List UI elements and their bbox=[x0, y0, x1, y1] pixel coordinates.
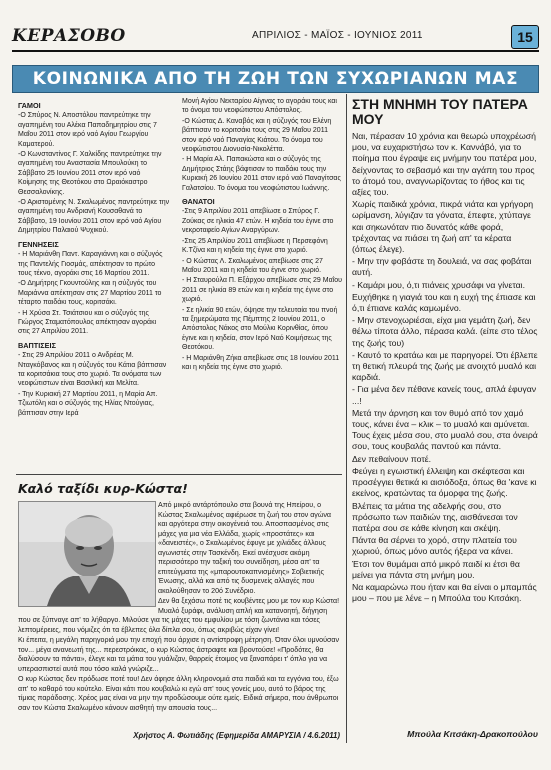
memorial-paragraph: Βλέπεις τα μάτια της αδελφής σου, στο πρόσωπο των παιδιών της, αισθάνεσαι τον πατέρα σου σε κάθε κίνηση και σκέψη. bbox=[352, 500, 518, 533]
memorial-paragraph: Ευχήθηκε η γιαγιά του και η ευχή της έπιασε και ό,τι έπιανε καλάς καμωμένο. bbox=[352, 291, 536, 314]
article-paragraph: Κι έπειτα, η μεγάλη παρηγοριά μου την εποχή που άρχισε η αντίστροφη μέτρηση. Όταν όλοι υμνούσαν τον... μέγα ανανεωτή της... περεστρόικας, ο κυρ Κώστας άστραφτε και βροντούσε! «Προδότες, θα διαλύσουν τα πάντα», έλεγε και τα μάτια του γυάλιζαν, θαρρείς έτοιμος να ξαναπάρει τ' όπλο για να υπερασπιστεί αυτά που τόσο καλά γνώριζε... bbox=[18, 636, 340, 673]
baptism-item: - Η Μαρία Αλ. Παπακώστα και ο σύζυγός της Δημήτριος Στάης βάφτισαν το παιδάκι τους την Κυριακή 26 Ιουνίου 2011 στον ιερό ναό Παναγίτσας Γαλατσίου. Το όνομα του νεοφώτιστου Ιωάννης. bbox=[182, 156, 341, 192]
memorial-signature: Μπούλα Κιτσάκη-Δρακοπούλου bbox=[407, 729, 538, 739]
section-banner: ΚΟΙΝΩΝΙΚΑ ΑΠΟ ΤΗ ΖΩΗ ΤΩΝ ΣΥΧΩΡΙΑΝΩΝ ΜΑΣ bbox=[12, 65, 539, 93]
masthead bbox=[12, 24, 539, 52]
wedding-item: -Ο Σπύρος Ν. Αποστόλου παντρεύτηκε την αγαπημένη του Αλέκα Παπαδημητρίου στις 7 Μαΐου 2011 στον ιερό ναό Αγίου Γεωργίου Καματερού. bbox=[18, 112, 157, 148]
memorial-paragraph: Πάντα θα σέρνει το χορό, στην πλατεία του χωριού, όπως μόνο αυτός ήξερα να κάνει. bbox=[352, 535, 517, 557]
article-byline: Χρήστος Α. Φωτιάδης (Εφημερίδα ΑΜΑΡΥΣΙΑ / 4.6.2011) bbox=[133, 731, 340, 740]
memorial-paragraph: Έτσι τον θυμάμαι από μικρό παιδί κι έτσι θα μείνει για πάντα στη μνήμη μου. bbox=[352, 558, 520, 580]
memorial-paragraph: Χωρίς παιδικά χρόνια, πικρά νιάτα και γρήγορη ωρίμανση, λύγιζαν τα γόνατα, έπεφτε, χτύπαγε και σηκωνόταν πιο δυνατός κάθε φορά, τρέχοντας να πιάσει τη ζωή απ' τα κέρατα (όπως έλεγε). bbox=[352, 199, 534, 255]
death-item: - Ο Κώστας Λ. Σκαλωμένος απεβίωσε στις 27 Μαΐου 2011 και η κηδεία του έγινε στο χωριό. bbox=[182, 257, 323, 274]
memorial-paragraph: Δεν πεθαίνουν ποτέ. bbox=[352, 453, 432, 464]
newspaper-brand: ΚΕΡΑΣΟΒΟ bbox=[12, 26, 126, 46]
baptism-item: Μονή Αγίου Νεκταρίου Αίγινας το αγοράκι τους και το όνομα του νεοφώτιστου Απόστολος. bbox=[182, 98, 337, 115]
birth-item: - Η Μαριάνθη Παντ. Καραγιάννη και ο σύζυγός της Παντελής Γιοσμάς, απέκτησαν το πρώτο τους τέκνο, αγοράκι στις 16 Μαρτίου 2011. bbox=[18, 251, 163, 277]
death-item: -Στις 9 Απριλίου 2011 απεβίωσε ο Σπύρος Γ. Ζούκας σε ηλικία 47 ετών. Η κηδεία του έγινε στο νεκροταφείο Αγίων Αναργύρων. bbox=[182, 208, 334, 235]
birth-item: - Η Χρύσα Στ. Τσιάτσιου και ο σύζυγός της Γιώργος Σταματόπουλος απέκτησαν αγοράκι στις 27 Απριλίου 2011. bbox=[18, 309, 157, 336]
memorial-paragraph: Μετά την άρνηση και τον θυμό από τον χαμό τους, κάνει ένα – κλικ – το μυαλό και αμύνεται. Τους έχεις μέσα σου, στο μυαλό σου, στα όνειρά σου, τους κουβαλάς παντού και πάντα. bbox=[352, 407, 538, 452]
memorial-title: ΣΤΗ ΜΝΗΜΗ ΤΟΥ ΠΑΤΕΡΑ ΜΟΥ bbox=[352, 96, 528, 127]
memorial-column bbox=[352, 97, 538, 605]
wedding-item: -Ο Κωνσταντίνος Γ. Χαλκίδης παντρεύτηκε την αγαπημένη του Αναστασία Μπουλούκη το Σάββατο 25 Ιουνίου 2011 στον ιερό ναό Κοίμησης της Θεοτόκου στο Ωραιόκαστρο Θεσσαλονίκης. bbox=[18, 151, 162, 196]
death-item: -Στις 25 Απριλίου 2011 απεβίωσε η Περσεφόνη Κ.Τζίνα και η κηδεία της έγινε στο χωριό. bbox=[182, 237, 328, 255]
article-paragraph: Δεν θα ξεχάσω ποτέ τις κουβέντες μου με τον κυρ Κώστα! Μυαλό ξυράφι, ανάλυση απλή και κατανοητή, διήγηση που σε ξύπναγε απ' το λήθαργο. Μιλούσε για τις μάχες του εμφυλίου με τόση ζωντάνια και τόσες λεπτομέρειες, που νόμιζες ότι τα έβλεπες όλα δίπλα σου, όπως ακριβώς είχαν γίνει! bbox=[18, 597, 340, 634]
memorial-paragraph: - Μην στενοχωριέσαι, είχα μια γεμάτη ζωή, δεν θέλω τίποτα άλλο, πέρασα καλά. (είπε στο τέλος της ζωής του) bbox=[352, 315, 538, 348]
column-divider bbox=[346, 94, 347, 743]
issue-date: ΑΠΡΙΛΙΟΣ - ΜΑΪΟΣ - ΙΟΥΝΙΟΣ 2011 bbox=[252, 30, 423, 41]
article-title: Καλό ταξίδι κυρ-Κώστα! bbox=[18, 481, 188, 496]
social-column-middle bbox=[182, 97, 342, 373]
page-number: 15 bbox=[511, 25, 539, 49]
memorial-paragraph: - Καμάρι μου, ό,τι πιάνεις χρυσάφι να γίνεται. bbox=[352, 279, 526, 290]
baptism-item: - Στις 29 Απριλίου 2011 ο Ανδρέας Μ. Νταγκόβανος και η σύζυγός του Κάτια βάπτισαν τα κοριτσάκια τους στο χωριό. Τα ονόματα των νεοφώτιστων είναι Βασιλική και Μελίτα. bbox=[18, 352, 167, 388]
death-item: - Η Σταυρούλα Π. Εξάρχου απεβίωσε στις 29 Μαΐου 2011 σε ηλικία 89 ετών και η κηδεία της έγινε στο χωριό. bbox=[182, 277, 342, 304]
article-body bbox=[18, 501, 340, 714]
memorial-paragraph: - Μην την φοβάστε τη δουλειά, να σας φοβάται αυτή. bbox=[352, 256, 532, 278]
memorial-paragraph: - Για μένα δεν πέθανε κανείς τους, απλά έφυγαν ...! bbox=[352, 384, 537, 406]
deaths-heading: ΘΑΝΑΤΟΙ bbox=[182, 197, 215, 207]
memorial-paragraph: - Καυτό το κρατάω και με παρηγορεί. Ότι έβλεπε τη θετική πλευρά της ζωής με ανοιχτό μυαλό και καρδιά. bbox=[352, 349, 538, 383]
wedding-item: -Ο Αριστομένης Ν. Σκαλωμένος παντρεύτηκε την αγαπημένη του Ανδριανή Κουσαθανά το Σάββατο, 19 Ιουνίου 2011 στον ιερό ναό Αγίου Δημητρίου Παλαιού Ψυχικού. bbox=[18, 199, 170, 235]
baptism-item: -Ο Κώστας Δ. Καναβός και η σύζυγός του Ελένη βάπτισαν το κοριτσάκι τους στις 29 Μαΐου 2011 στον ιερό ναό Παναγίας Κιάτου. Το όνομα του νεοφώτιστου Διονυσία-Νικολέττα. bbox=[182, 117, 332, 154]
weddings-heading: ΓΑΜΟΙ bbox=[18, 101, 41, 110]
birth-item: -Ο Δημήτρης Γκουντούλης και η σύζυγός του Μαριάννα απέκτησαν στις 27 Μαρτίου 2011 το τέταρτο παιδάκι τους, κοριτσάκι. bbox=[18, 280, 162, 307]
death-item: - Η Μαριάνθη Ζήκα απεβίωσε στις 18 Ιουνίου 2011 και η κηδεία της έγινε στο χωριό. bbox=[182, 354, 340, 371]
memorial-paragraph: Φεύγει η εγωιστική έλλειψη και σκέφτεσαι και προσέγγιει θετικά κι αισιόδοξα, όπως θα 'κανε κι εκείνος, κρατώντας τα όμορφα της ζωής. bbox=[352, 465, 537, 499]
baptisms-heading: ΒΑΠΤΙΣΕΙΣ bbox=[18, 340, 56, 350]
births-heading: ΓΕΝΝΗΣΕΙΣ bbox=[18, 239, 59, 249]
article-paragraph: Από μικρό αντάρτόπουλο στα βουνά της Ηπείρου, ο Κώστας Σκαλωμένος αφιέρωσε τη ζωή του στον αγώνα και αργότερα στην οικογένειά του. Αποσπασμένος στις μάχες για μια νέα Ελλάδα, χωρίς «προστάτες» και «δανειστές», ο Σκαλωμένος έφυγε με χιλιάδες άλλους αγωνιστές στην Τασκένδη. Εκεί ανέσχυσε ακόμη περισσότερο την ταξική του συνείδηση, μέσα απ' τα επιτεύγματα της «μπαρουτοκαπνισμένης» Σοβιετικής Ένωσης, αλλά και από τις δυσμενείς αλλαγές που ακολούθησαν το 20ό Συνέδριο. bbox=[158, 501, 332, 595]
article-paragraph: Ο κυρ Κώστας δεν πρόδωσε ποτέ του! Δεν άφησε άλλη κληρονομιά στα παιδιά και τα εγγόνια του, έξω απ' το καθαρό του κούτελο. Είναι κάτι που κουβαλώ κι εγώ απ' τους γονείς μου, αυτό το βάρος της τίμιας παράδοσης. Χρέος μας είναι να μην την προδώσουμε ούτε εμείς. Ειδικά σήμερα, που άνθρωποι σαν τον Κώστα Σκαλωμένο κάνουν αισθητή την απουσία τους... bbox=[18, 675, 339, 712]
death-item: - Σε ηλικία 90 ετών, όψησε την τελευταία του πνοή τα ξημερώματα της Πέμπτης 2 Ιουνίου 2011, ο Απόστολος Νάκος στο Μούλκι Κορινθίας, όπου έγινε και η κηδεία, στον Ιερό Ναό Κοιμήσεως της Θεοτόκου. bbox=[182, 306, 338, 352]
social-column-left bbox=[18, 97, 170, 419]
baptism-item: - Την Κυριακή 27 Μαρτίου 2011, η Μαρία Απ. Τζιωτόλη και ο σύζυγός της Ηλίας Ντούγιας, βάπτισαν στην Ιερά bbox=[18, 390, 158, 417]
article-divider bbox=[16, 474, 342, 475]
memorial-paragraph: Ναι, πέρασαν 10 χρόνια και θεωρώ υποχρέωσή μου, να ευχαριστήσω τον κ. Καννάβό, για το ποίημα που έγραψε εις μνήμην του πατέρα μου, δείχνοντας το σεβασμό και την αγάπη του προς το άτομό του, αναγνωρίζοντας το ήθος και τις αξίες του. bbox=[352, 131, 537, 198]
memorial-paragraph: Να καμαρώνω που ήταν και θα είναι ο μπαμπάς μου – που με λένε – η Μπούλα του Κιτσάκη. bbox=[352, 581, 537, 604]
